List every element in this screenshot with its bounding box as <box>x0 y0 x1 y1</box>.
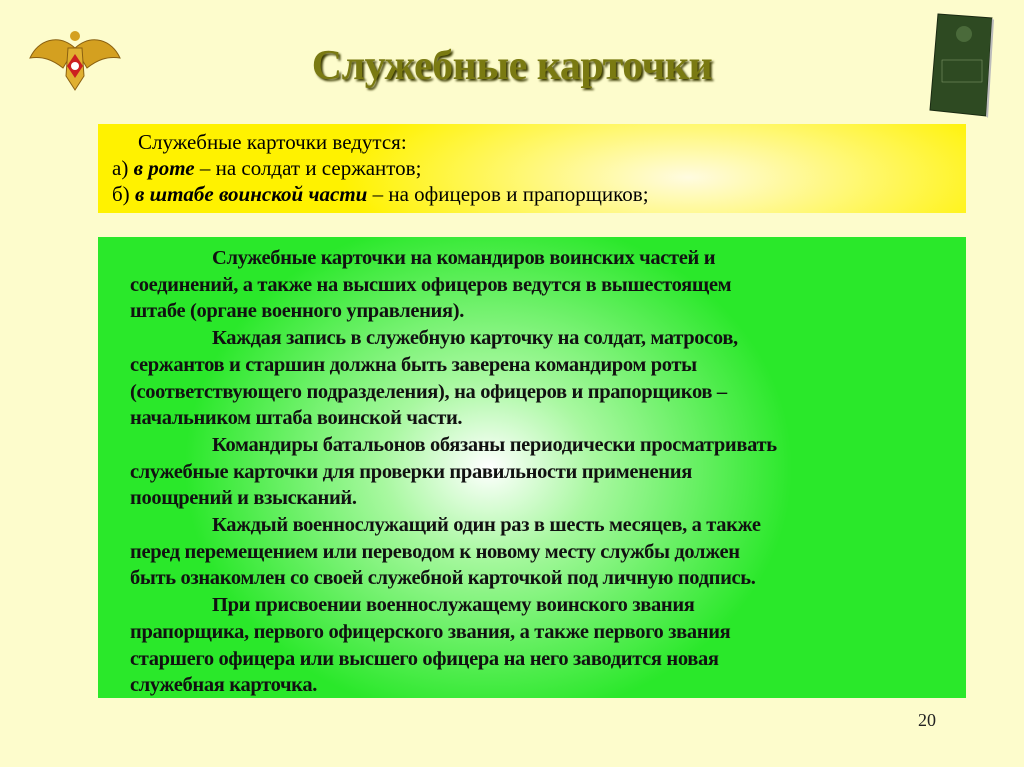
record-locations-box <box>98 124 966 213</box>
item-emphasis: в штабе воинской части <box>134 182 368 206</box>
rules-text-box <box>98 237 966 698</box>
list-item <box>112 181 966 207</box>
list-item <box>112 155 966 181</box>
text-line: прапорщика, первого офицерского звания, а также первого звания <box>130 620 731 643</box>
text-line: Командиры батальонов обязаны периодически просматривать <box>212 433 777 456</box>
text-line: штабе (органе военного управления). <box>130 300 465 323</box>
text-line: служебные карточки для проверки правильности применения <box>130 460 692 483</box>
text-line: соединений, а также на высших офицеров ведутся в вышестоящем <box>130 273 732 296</box>
page-number: 20 <box>918 710 936 730</box>
text-line: Каждая запись в служебную карточку на солдат, матросов, <box>212 327 738 350</box>
intro-text: Служебные карточки ведутся: <box>138 130 407 154</box>
text-line: старшего офицера или высшего офицера на него заводится новая <box>130 647 719 670</box>
text-line: сержантов и старшин должна быть заверена командиром роты <box>130 353 697 376</box>
item-text: – на офицеров и прапорщиков; <box>367 182 649 206</box>
item-prefix: б) <box>112 182 135 206</box>
slide-title: Служебные карточки <box>311 43 713 89</box>
item-prefix: а) <box>112 156 134 180</box>
text-line: быть ознакомлен со своей служебной карточкой под личную подпись. <box>130 567 756 590</box>
text-line: (соответствующего подразделения), на офицеров и прапорщиков – <box>130 380 727 403</box>
text-line: поощрений и взысканий. <box>130 487 357 510</box>
text-line: перед перемещением или переводом к новому месту службы должен <box>130 540 740 563</box>
item-text: – на солдат и сержантов; <box>194 156 422 180</box>
text-line: начальником штаба воинской части. <box>130 407 463 430</box>
text-line: Служебные карточки на командиров воинских частей и <box>212 247 716 269</box>
text-line: Каждый военнослужащий один раз в шесть месяцев, а также <box>212 514 761 537</box>
text-line: служебная карточка. <box>130 674 317 697</box>
item-emphasis: в роте <box>133 156 195 180</box>
text-line: При присвоении военнослужащему воинского звания <box>212 594 695 617</box>
